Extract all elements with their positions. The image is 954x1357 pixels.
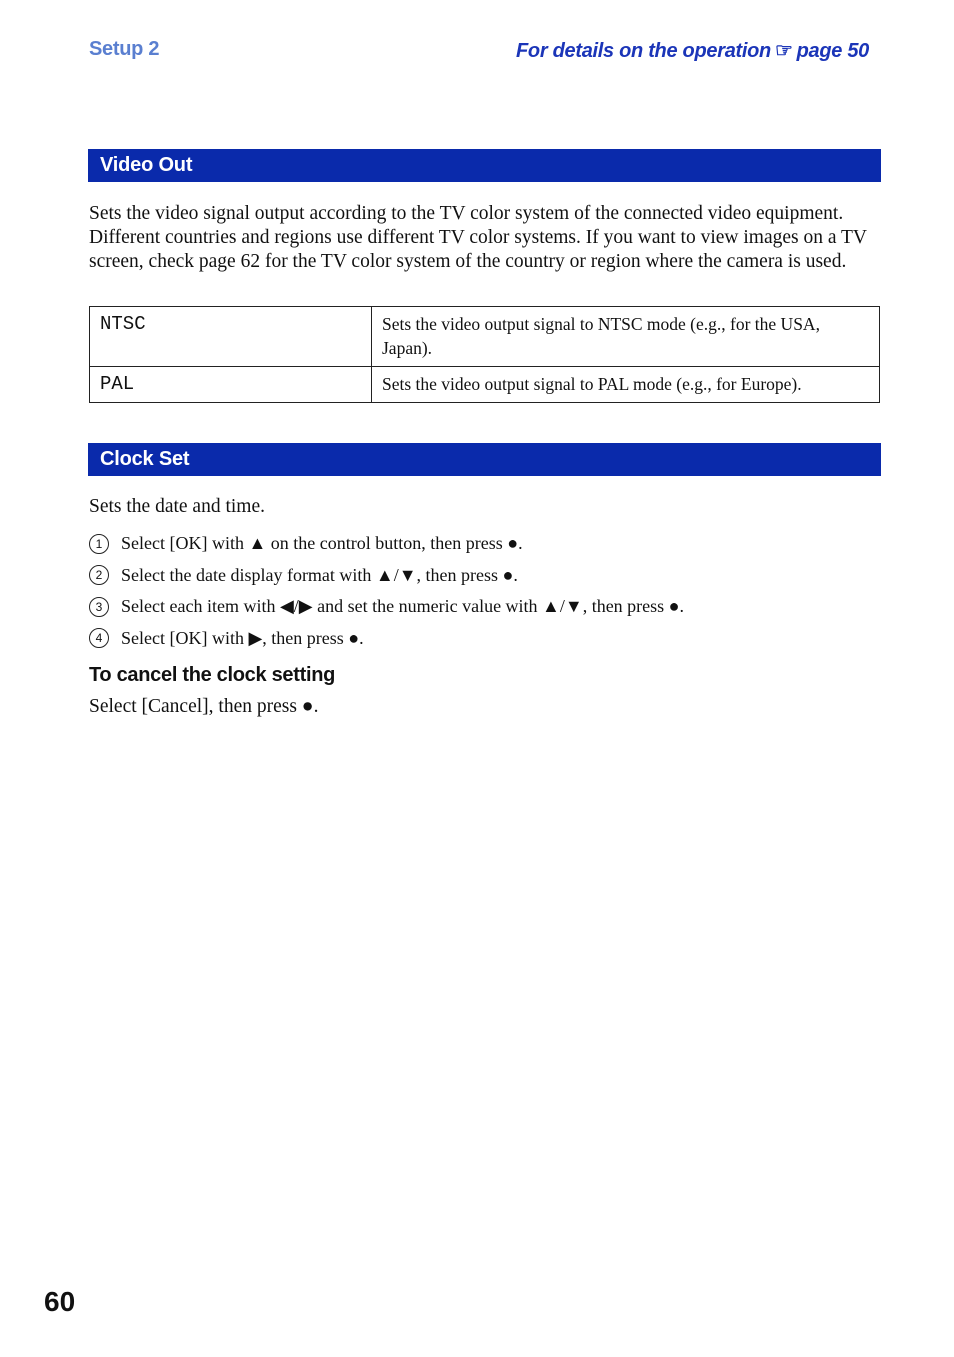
step-number-icon: 3 (89, 597, 109, 617)
clock-set-description: Sets the date and time. (89, 496, 265, 517)
pointing-finger-icon: ☞ (774, 40, 793, 62)
step-number-icon: 1 (89, 534, 109, 554)
video-out-description: Sets the video signal output according to the TV color system of the connected video equipment. Different countries and regions use different TV color systems. If you want to view images on a TV screen, check page 62 for the TV color system of the country or region where the camera is used. (89, 203, 867, 272)
cancel-clock-heading: To cancel the clock setting (89, 664, 336, 686)
option-name: PAL (90, 367, 372, 403)
step-number-icon: 4 (89, 628, 109, 648)
option-name: NTSC (90, 307, 372, 367)
step-number-icon: 2 (89, 565, 109, 585)
option-description: Sets the video output signal to PAL mode (e.g., for Europe). (372, 367, 880, 403)
list-item (89, 591, 879, 623)
cancel-clock-text: Select [Cancel], then press ●. (89, 696, 319, 717)
section-label: Setup 2 (89, 38, 160, 60)
list-item (89, 560, 879, 592)
step-text: Select the date display format with ▲/▼, then press ●. (121, 564, 518, 585)
option-description: Sets the video output signal to NTSC mode (e.g., for the USA, Japan). (372, 307, 880, 367)
clock-set-heading: Clock Set (88, 443, 881, 476)
clock-set-steps (89, 528, 879, 654)
reference-prefix: For details on the operation (516, 40, 771, 62)
step-text: Select [OK] with ▶, then press ●. (121, 627, 364, 648)
video-out-options-table (89, 306, 880, 403)
video-out-heading: Video Out (88, 149, 881, 182)
list-item (89, 623, 879, 655)
reference-page-link[interactable]: page 50 (796, 40, 869, 62)
page-number: 60 (44, 1286, 76, 1317)
table-row (90, 307, 880, 367)
step-text: Select [OK] with ▲ on the control button, then press ●. (121, 533, 523, 554)
operation-reference[interactable] (516, 38, 869, 63)
step-text: Select each item with ◀/▶ and set the numeric value with ▲/▼, then press ●. (121, 596, 685, 617)
list-item (89, 528, 879, 560)
table-row (90, 367, 880, 403)
